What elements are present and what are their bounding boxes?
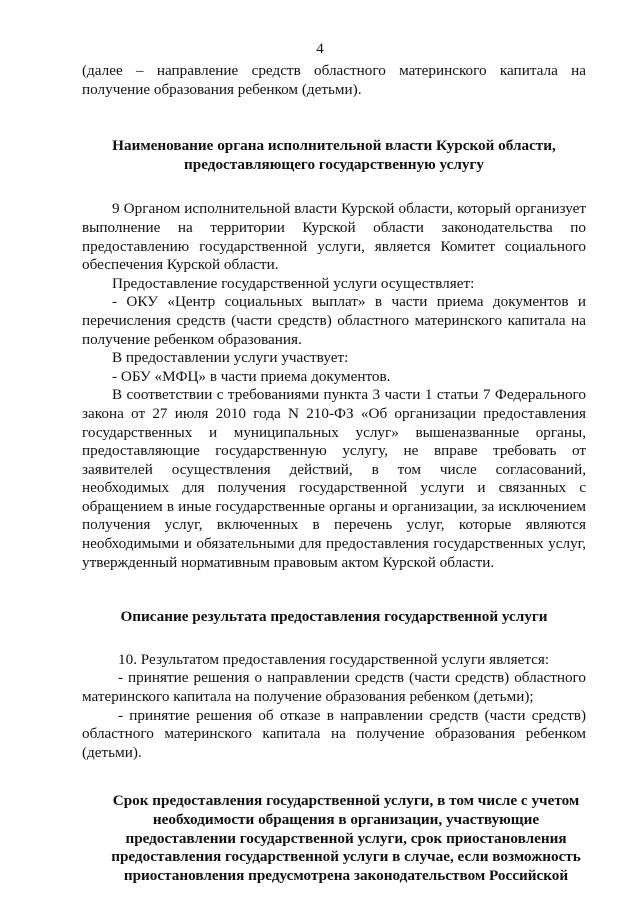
paragraph-9: 9 Органом исполнительной власти Курской области, который организует выполнение на территории Курской области законодательства по предоставлению государственной услуги, является Комитет социального обеспечения Курской области. [82, 200, 586, 274]
paragraph-10: 10. Результатом предоставления государственной услуги является: [118, 650, 550, 668]
page-number: 4 [316, 41, 324, 57]
paragraph-decision-approve: - принятие решения о направлении средств (части средств) областного материнского капитала на получение образования ребенком (детьми); [82, 669, 586, 706]
paragraph-decision-refuse: - принятие решения об отказе в направлении средств (части средств) областного материнского капитала на получение образования ребенком (детьми). [82, 706, 586, 761]
paragraph-mfc: - ОБУ «МФЦ» в части приема документов. [112, 367, 391, 385]
page-content [82, 62, 586, 885]
section-heading-authority: Наименование органа исполнительной власти Курской области, предоставляющего государственную услугу [112, 137, 556, 173]
paragraph-law: В соответствии с требованиями пункта 3 части 1 статьи 7 Федерального закона от 27 июля 2010 года N 210-ФЗ «Об организации предоставления государственных и муниципальных услуг» вышеназванные органы, предоставляющие государственную услугу, не вправе требовать от заявителей осуществления действий, в том числе согласований, необходимых для получения государственной услуги и связанных с обращением в иные государственные органы и организации, за исключением получения услуг, включенных в перечень услуг, которые являются необходимыми и обязательными для предоставления государственных услуг, утвержденный нормативным правовым актом Курской области. [82, 386, 586, 571]
section-heading-result: Описание результата предоставления государственной услуги [120, 608, 548, 626]
paragraph-oku: - ОКУ «Центр социальных выплат» в части приема документов и перечисления средств (части средств) областного материнского капитала на получение ребенком образования. [82, 293, 586, 348]
section-heading-term: Срок предоставления государственной услуги, в том числе с учетом необходимости обращения в организации, участвующие предоставлении государственной услуги, срок приостановления предоставления государственной услуги в случае, если возможность приостановления предусмотрена законодательством Российской [111, 792, 581, 884]
paragraph-participates: В предоставлении услуги участвует: [112, 349, 349, 367]
intro-paragraph: (далее – направление средств областного материнского капитала на получение образования ребенком (детьми). [82, 62, 586, 98]
paragraph-provider: Предоставление государственной услуги осуществляет: [112, 274, 475, 292]
